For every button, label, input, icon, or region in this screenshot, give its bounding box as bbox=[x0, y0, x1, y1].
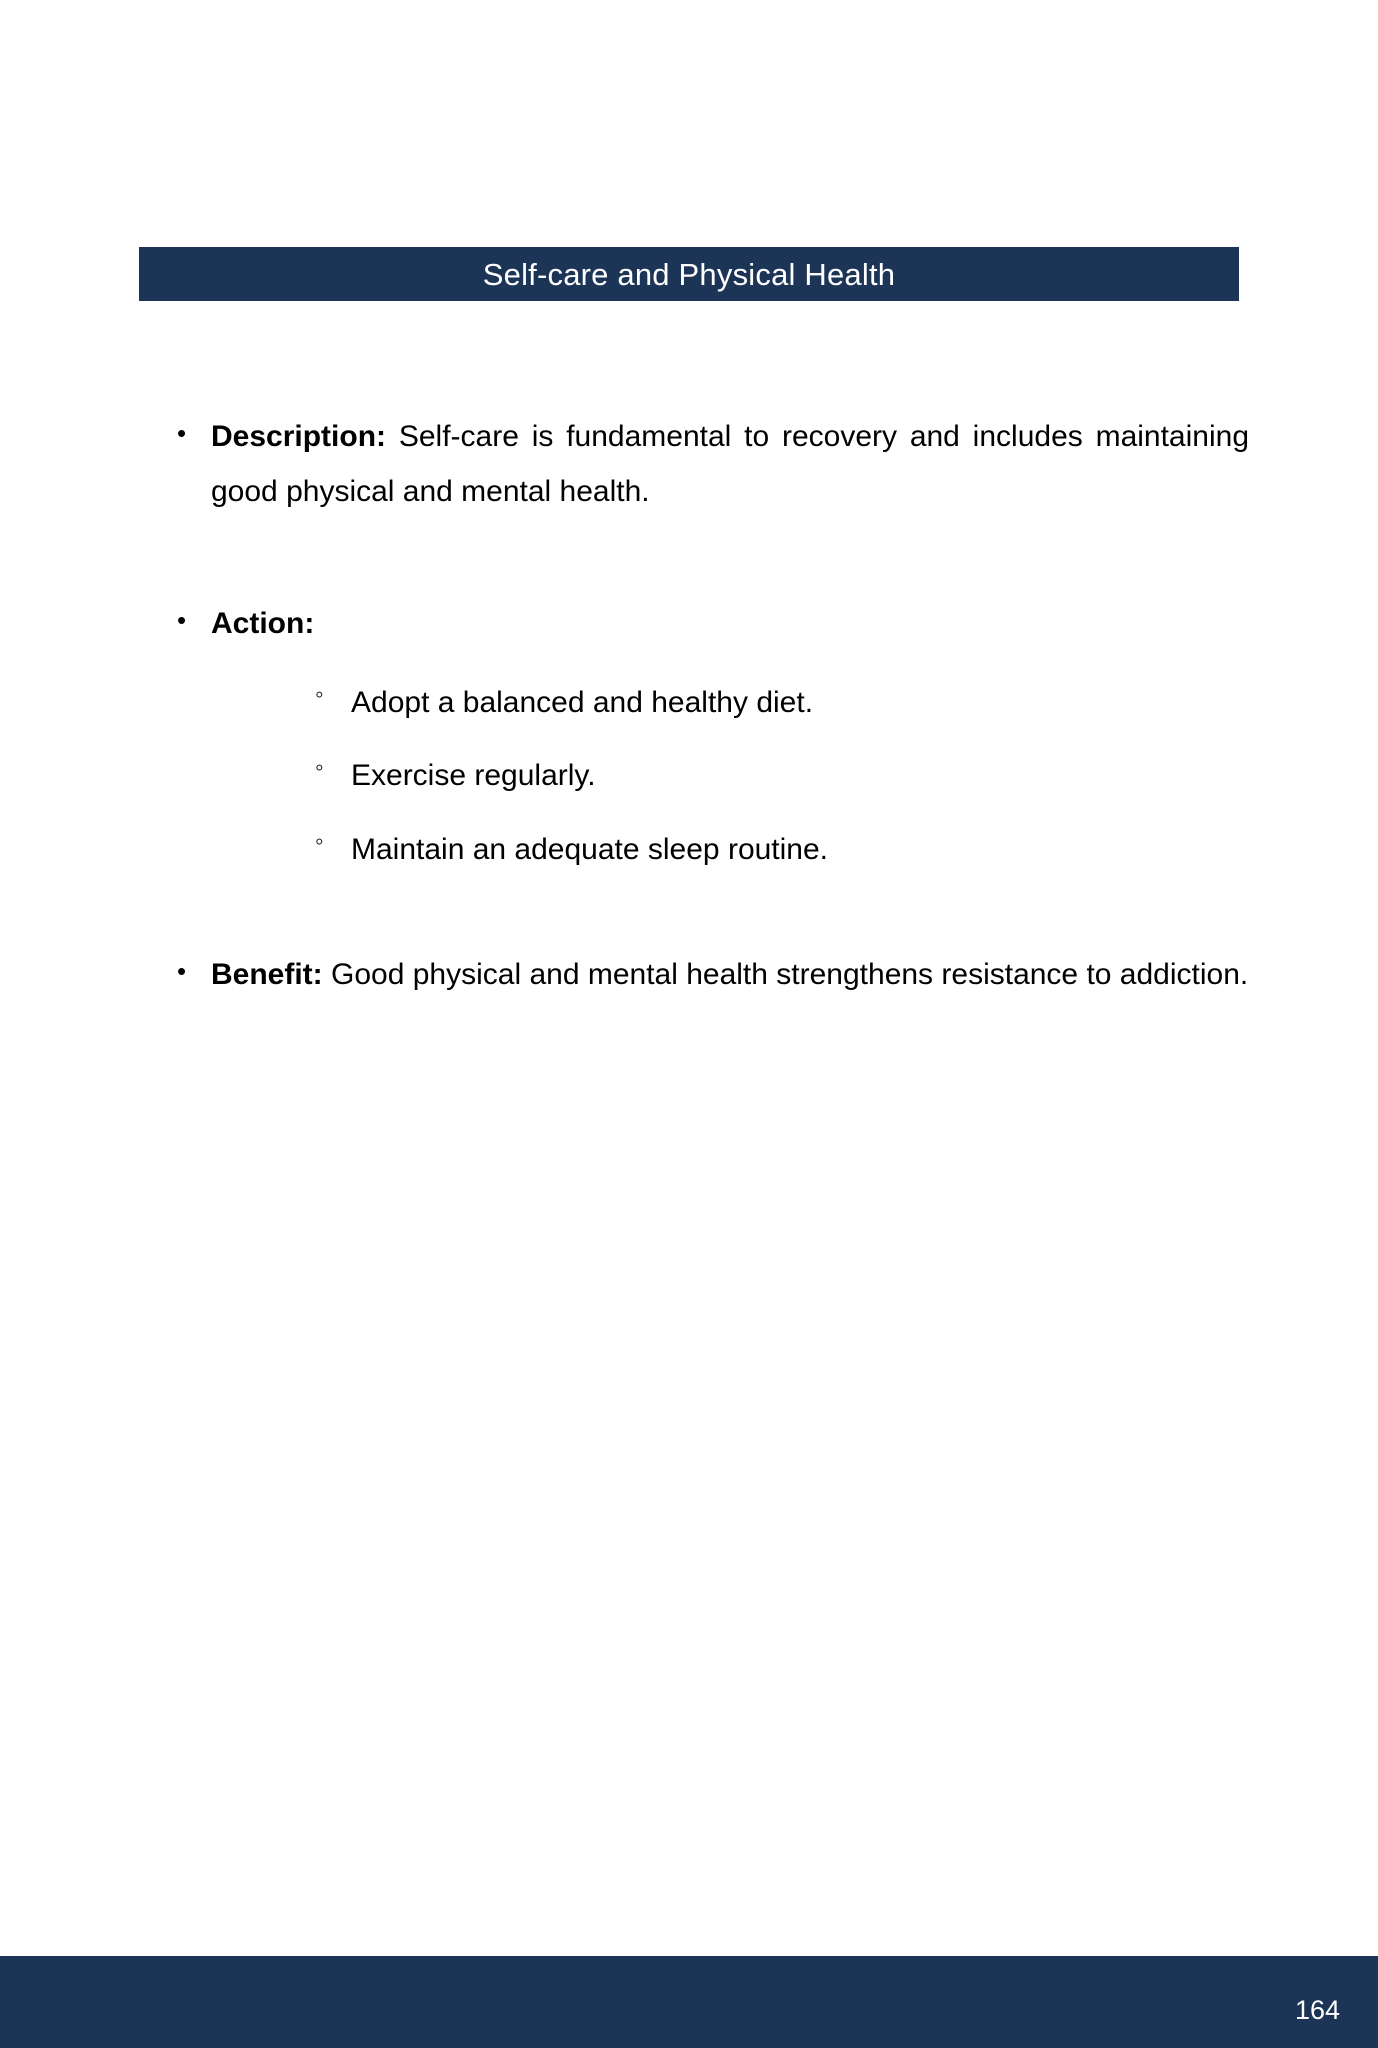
bullet-list bbox=[139, 410, 1249, 1003]
list-item: ◦ Maintain an adequate sleep routine. bbox=[211, 813, 1249, 887]
footer-bar bbox=[0, 1956, 1378, 2048]
sub-bullet-list bbox=[211, 666, 1249, 887]
bullet-lead-benefit: Benefit: bbox=[211, 958, 323, 992]
bullet-lead-description: Description: bbox=[211, 420, 387, 453]
bullet-lead-action: Action: bbox=[211, 607, 315, 641]
list-item bbox=[139, 597, 1249, 886]
slide-title-bar bbox=[139, 247, 1239, 301]
page-number: 164 bbox=[1294, 1995, 1340, 2025]
list-item bbox=[139, 948, 1249, 1003]
slide-content bbox=[139, 410, 1249, 1003]
spacer bbox=[139, 886, 1249, 948]
list-item bbox=[139, 410, 1249, 519]
bullet-text-benefit: Good physical and mental health strengthens resistance to addiction. bbox=[322, 958, 1249, 992]
spacer bbox=[139, 519, 1249, 597]
page-title: Self-care and Physical Health bbox=[482, 256, 896, 292]
list-item: ◦ Adopt a balanced and healthy diet. bbox=[211, 666, 1249, 740]
bullet-text-description: Self-care is fundamental to recovery and includes maintaining good physical and mental health. bbox=[211, 420, 1249, 508]
list-item: ◦ Exercise regularly. bbox=[211, 739, 1249, 813]
